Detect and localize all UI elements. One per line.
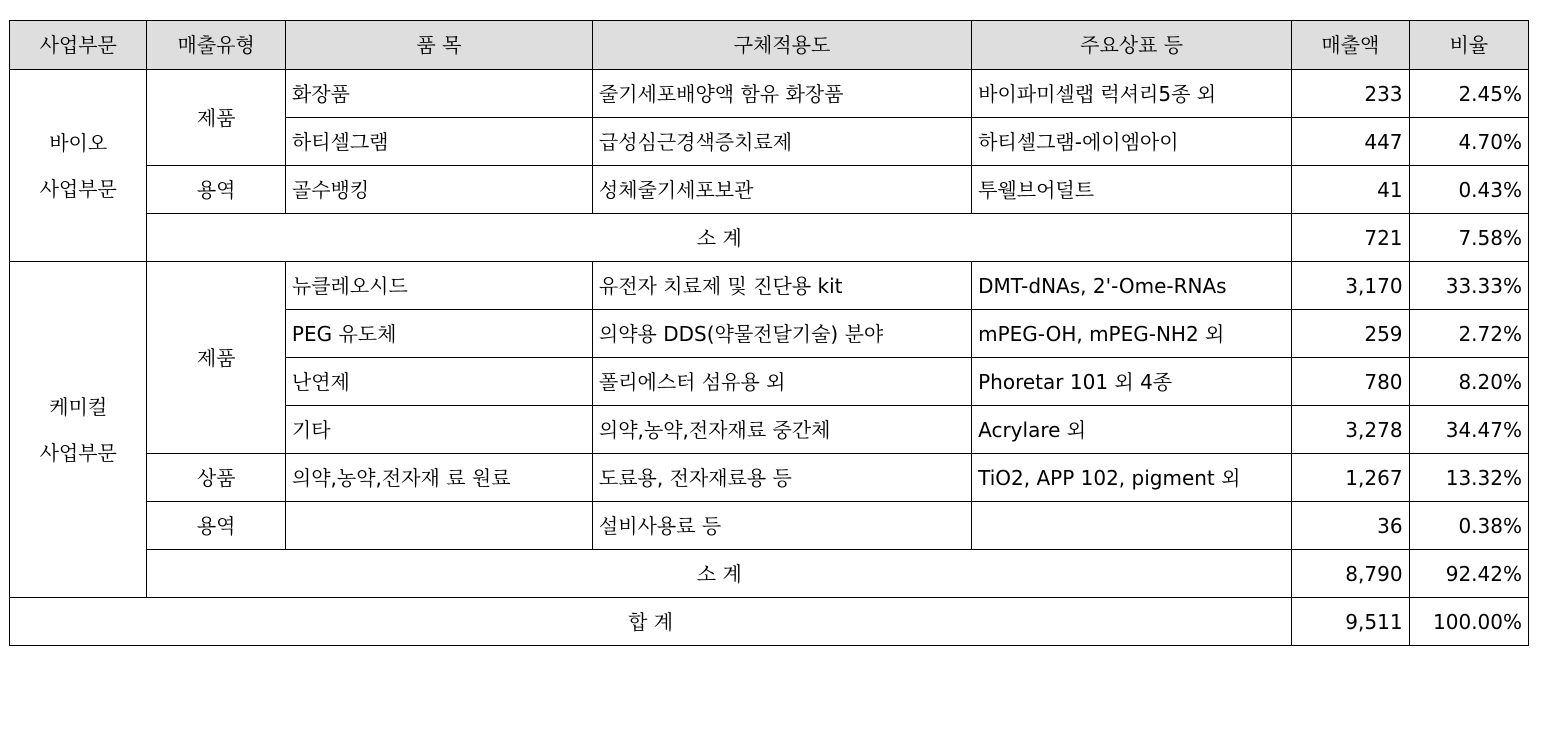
use-cell: 줄기세포배양액 함유 화장품: [592, 70, 971, 118]
item-cell: 의약,농약,전자재 료 원료: [285, 454, 592, 502]
brand-cell: Phoretar 101 외 4종: [972, 358, 1292, 406]
ratio-cell: 33.33%: [1409, 262, 1528, 310]
subtotal-row: [10, 550, 1529, 598]
sales-cell: 780: [1292, 358, 1409, 406]
subtotal-sales: 721: [1292, 214, 1409, 262]
brand-cell: TiO2, APP 102, pigment 외: [972, 454, 1292, 502]
brand-cell: 하티셀그램-에이엠아이: [972, 118, 1292, 166]
total-label: 합 계: [10, 598, 1292, 646]
brand-cell: DMT-dNAs, 2'-Ome-RNAs: [972, 262, 1292, 310]
item-cell: 난연제: [285, 358, 592, 406]
division-label: 사업부문: [39, 440, 117, 465]
header-item: 품 목: [285, 21, 592, 70]
subtotal-ratio: 7.58%: [1409, 214, 1528, 262]
table-row: [10, 502, 1529, 550]
brand-cell: 바이파미셀랩 럭셔리5종 외: [972, 70, 1292, 118]
sales-type-cell: 상품: [147, 454, 285, 502]
brand-cell: Acrylare 외: [972, 406, 1292, 454]
item-cell: 뉴클레오시드: [285, 262, 592, 310]
use-cell: 유전자 치료제 및 진단용 kit: [592, 262, 971, 310]
sales-type-cell: 용역: [147, 166, 285, 214]
item-cell: 화장품: [285, 70, 592, 118]
ratio-cell: 4.70%: [1409, 118, 1528, 166]
header-specific-use: 구체적용도: [592, 21, 971, 70]
total-sales: 9,511: [1292, 598, 1409, 646]
subtotal-sales: 8,790: [1292, 550, 1409, 598]
division-label: 사업부문: [39, 176, 117, 201]
sales-type-cell: 제품: [147, 262, 285, 454]
sales-table: [9, 20, 1529, 646]
header-sales-type: 매출유형: [147, 21, 285, 70]
table-row: [10, 262, 1529, 310]
use-cell: 성체줄기세포보관: [592, 166, 971, 214]
use-cell: 급성심근경색증치료제: [592, 118, 971, 166]
use-cell: 의약,농약,전자재료 중간체: [592, 406, 971, 454]
item-cell: [285, 502, 592, 550]
division-cell-chemical: [10, 262, 147, 598]
brand-cell: mPEG-OH, mPEG-NH2 외: [972, 310, 1292, 358]
table-row: [10, 166, 1529, 214]
sales-cell: 447: [1292, 118, 1409, 166]
ratio-cell: 34.47%: [1409, 406, 1528, 454]
division-label: 바이오: [49, 130, 108, 155]
sales-cell: 259: [1292, 310, 1409, 358]
sales-cell: 233: [1292, 70, 1409, 118]
brand-cell: [972, 502, 1292, 550]
ratio-cell: 0.43%: [1409, 166, 1528, 214]
subtotal-ratio: 92.42%: [1409, 550, 1528, 598]
item-cell: 기타: [285, 406, 592, 454]
division-label: 케미컬: [49, 394, 108, 419]
use-cell: 의약용 DDS(약물전달기술) 분야: [592, 310, 971, 358]
header-row: [10, 21, 1529, 70]
header-ratio: 비율: [1409, 21, 1528, 70]
item-cell: 골수뱅킹: [285, 166, 592, 214]
brand-cell: 투웰브어덜트: [972, 166, 1292, 214]
subtotal-label: 소 계: [147, 550, 1292, 598]
sales-type-cell: 제품: [147, 70, 285, 166]
table-row: [10, 70, 1529, 118]
ratio-cell: 8.20%: [1409, 358, 1528, 406]
subtotal-row: [10, 214, 1529, 262]
subtotal-label: 소 계: [147, 214, 1292, 262]
ratio-cell: 2.72%: [1409, 310, 1528, 358]
use-cell: 도료용, 전자재료용 등: [592, 454, 971, 502]
ratio-cell: 13.32%: [1409, 454, 1528, 502]
total-ratio: 100.00%: [1409, 598, 1528, 646]
division-cell-bio: [10, 70, 147, 262]
header-division: 사업부문: [10, 21, 147, 70]
sales-cell: 3,278: [1292, 406, 1409, 454]
sales-cell: 1,267: [1292, 454, 1409, 502]
ratio-cell: 2.45%: [1409, 70, 1528, 118]
sales-cell: 36: [1292, 502, 1409, 550]
sales-cell: 41: [1292, 166, 1409, 214]
sales-cell: 3,170: [1292, 262, 1409, 310]
total-row: [10, 598, 1529, 646]
header-main-brand: 주요상표 등: [972, 21, 1292, 70]
sales-type-cell: 용역: [147, 502, 285, 550]
header-sales-amount: 매출액: [1292, 21, 1409, 70]
use-cell: 폴리에스터 섬유용 외: [592, 358, 971, 406]
item-cell: 하티셀그램: [285, 118, 592, 166]
item-cell: PEG 유도체: [285, 310, 592, 358]
table-row: [10, 454, 1529, 502]
use-cell: 설비사용료 등: [592, 502, 971, 550]
ratio-cell: 0.38%: [1409, 502, 1528, 550]
